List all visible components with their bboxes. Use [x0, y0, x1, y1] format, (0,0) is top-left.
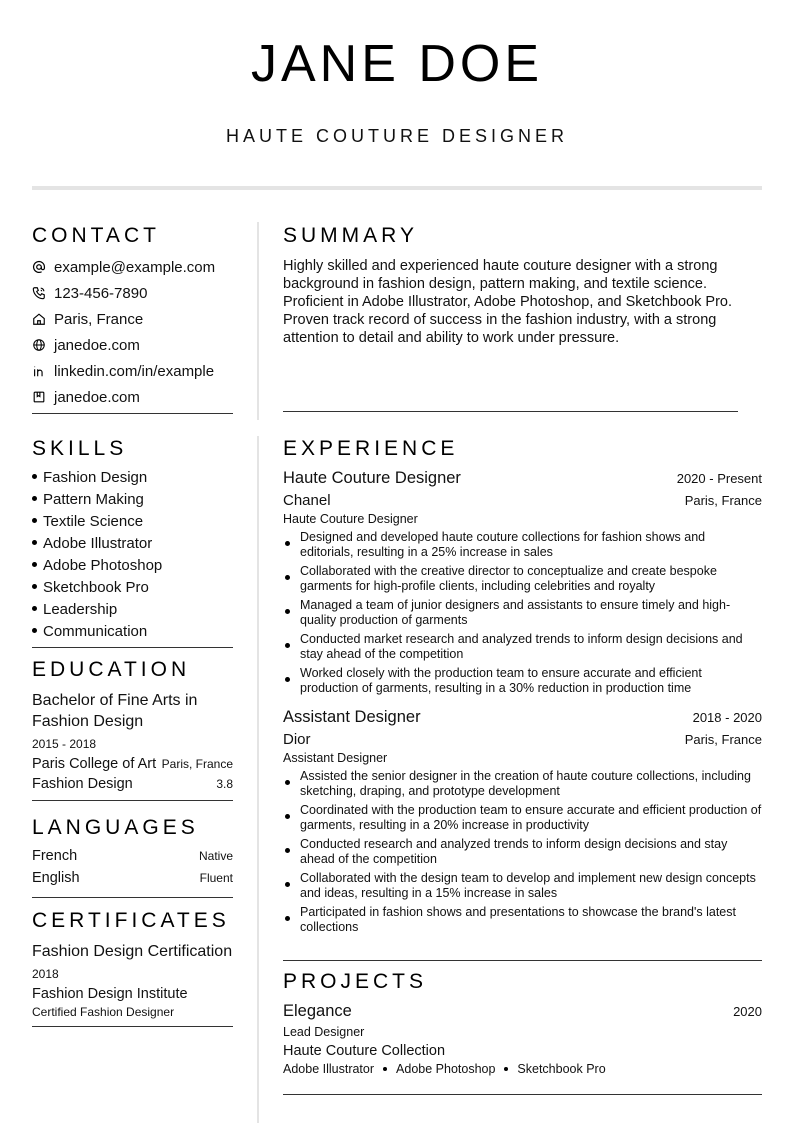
bullet-icon — [504, 1067, 508, 1071]
project-description: Haute Couture Collection — [283, 1043, 446, 1059]
job-bullet: Designed and developed haute couture collections for fashion shows and editorials, resulting in a 25% increase in sales — [283, 530, 762, 560]
globe-icon — [32, 338, 46, 352]
project-tool: Adobe Illustrator — [283, 1062, 375, 1076]
job-bullet: Collaborated with the design team to develop and implement new design concepts and ideas, resulting in a 15% increase in sales — [283, 871, 762, 901]
skill-item — [32, 577, 233, 599]
skill-label: Pattern Making — [43, 491, 144, 508]
skill-label: Communication — [43, 623, 148, 640]
language-level: Fluent — [199, 871, 233, 885]
job-title: Assistant Designer — [283, 708, 421, 726]
phone-icon — [32, 286, 46, 300]
project-tools — [283, 1062, 762, 1076]
bullet-icon — [383, 1067, 387, 1071]
section-divider — [32, 413, 233, 414]
section-title: SUMMARY — [283, 224, 418, 247]
section-divider — [32, 897, 233, 898]
skill-item — [32, 489, 233, 511]
skill-item — [32, 467, 233, 489]
job-bullet: Participated in fashion shows and presentations to showcase the brand's latest collections — [283, 905, 762, 935]
education-section — [32, 658, 233, 801]
degree-name: Bachelor of Fine Arts in Fashion Design — [32, 692, 198, 730]
section-title: CERTIFICATES — [32, 909, 230, 932]
school-name: Paris College of Art — [32, 756, 157, 772]
section-title: SKILLS — [32, 437, 128, 460]
job-location: Paris, France — [684, 732, 762, 747]
section-divider — [283, 960, 762, 961]
skill-label: Textile Science — [43, 513, 144, 530]
job-location: Paris, France — [684, 493, 762, 508]
section-title: EXPERIENCE — [283, 437, 459, 460]
skill-label: Adobe Photoshop — [43, 557, 163, 574]
job-bullets — [283, 530, 762, 696]
header-divider — [32, 186, 762, 190]
project-year: 2020 — [733, 1004, 762, 1019]
summary-section — [283, 224, 738, 347]
job-role: Assistant Designer — [283, 751, 388, 765]
language-name: French — [32, 848, 78, 864]
skill-label: Adobe Illustrator — [43, 535, 153, 552]
skills-section — [32, 437, 233, 648]
column-divider — [257, 222, 259, 420]
linkedin-icon — [32, 364, 46, 378]
section-title: PROJECTS — [283, 970, 428, 993]
contact-text: Paris, France — [54, 310, 144, 328]
skill-item — [32, 621, 233, 643]
contact-text: example@example.com — [54, 258, 216, 276]
skill-label: Fashion Design — [43, 469, 148, 486]
contact-website[interactable] — [32, 332, 233, 358]
certificates-section — [32, 909, 233, 1027]
skill-item — [32, 599, 233, 621]
candidate-title: HAUTE COUTURE DESIGNER — [225, 126, 569, 146]
language-level: Native — [198, 849, 233, 863]
section-divider — [283, 1094, 762, 1095]
job-bullet: Assisted the senior designer in the creation of haute couture collections, including sketching, draping, and prototype development — [283, 769, 762, 799]
contact-portfolio[interactable] — [32, 384, 233, 410]
job-bullet: Collaborated with the creative director to conceptualize and create bespoke garments for high-profile clients, including celebrities and royalty — [283, 564, 762, 594]
language-name: English — [32, 870, 80, 886]
job-entry — [283, 708, 762, 935]
job-bullets — [283, 769, 762, 935]
job-bullet: Worked closely with the production team to ensure accurate and efficient production of garments, resulting in a 30% reduction in production time — [283, 666, 762, 696]
contact-text: 123-456-7890 — [54, 284, 148, 302]
contact-phone[interactable] — [32, 280, 233, 306]
job-dates: 2020 - Present — [676, 471, 762, 486]
contact-text: linkedin.com/in/example — [54, 362, 215, 380]
language-item — [32, 848, 233, 870]
language-item — [32, 870, 233, 892]
bullet-icon — [32, 496, 37, 501]
summary-text: Highly skilled and experienced haute couture designer with a strong background in fashion design, pattern making, and textile science. Proficient in Adobe Illustrator, Adobe Photoshop, and Sketchbook Pro. Proven track record of success in the fashion industry, with a strong attention to detail and ability to work under pressure. — [283, 258, 732, 346]
job-bullet: Conducted research and analyzed trends to inform design decisions and stay ahead of the competition — [283, 837, 762, 867]
projects-section — [283, 970, 762, 1076]
section-title: LANGUAGES — [32, 816, 199, 839]
section-divider — [32, 1026, 233, 1027]
section-divider — [283, 411, 738, 412]
certificate-issuer: Fashion Design Institute — [32, 986, 188, 1002]
section-title: CONTACT — [32, 224, 160, 247]
bullet-icon — [32, 540, 37, 545]
project-tool: Adobe Photoshop — [396, 1062, 496, 1076]
column-divider — [257, 436, 259, 1123]
education-years: 2015 - 2018 — [32, 737, 97, 751]
skill-item — [32, 533, 233, 555]
section-divider — [32, 647, 233, 648]
certificate-detail: Certified Fashion Designer — [32, 1005, 175, 1019]
company-name: Dior — [283, 731, 311, 748]
job-title: Haute Couture Designer — [283, 469, 461, 487]
gpa-value: 3.8 — [216, 777, 233, 791]
bullet-icon — [32, 584, 37, 589]
skill-label: Leadership — [43, 601, 118, 618]
bullet-icon — [32, 518, 37, 523]
job-bullet: Conducted market research and analyzed trends to inform design decisions and stay ahead of the competition — [283, 632, 762, 662]
project-tool: Sketchbook Pro — [517, 1062, 606, 1076]
job-bullet: Managed a team of junior designers and assistants to ensure timely and high-quality production of garments — [283, 598, 762, 628]
project-role: Lead Designer — [283, 1025, 365, 1039]
bullet-icon — [32, 606, 37, 611]
home-icon — [32, 312, 46, 326]
contact-text: janedoe.com — [54, 336, 140, 354]
bullet-icon — [32, 474, 37, 479]
contact-text: janedoe.com — [54, 388, 140, 406]
skill-item — [32, 511, 233, 533]
bullet-icon — [32, 628, 37, 633]
section-title: EDUCATION — [32, 658, 191, 681]
job-dates: 2018 - 2020 — [692, 710, 762, 725]
project-name: Elegance — [283, 1002, 352, 1020]
portfolio-icon — [32, 390, 46, 404]
school-location: Paris, France — [161, 757, 233, 771]
job-entry — [283, 469, 762, 696]
certificate-year: 2018 — [32, 967, 59, 981]
company-name: Chanel — [283, 492, 331, 509]
section-divider — [32, 800, 233, 801]
contact-location — [32, 306, 233, 332]
at-icon — [32, 260, 46, 274]
field-of-study: Fashion Design — [32, 776, 133, 792]
job-role: Haute Couture Designer — [283, 512, 418, 526]
contact-linkedin[interactable] — [32, 358, 233, 384]
skill-item — [32, 555, 233, 577]
experience-section — [283, 437, 762, 939]
job-bullet: Coordinated with the production team to ensure accurate and efficient production of garments, resulting in a 20% increase in productivity — [283, 803, 762, 833]
bullet-icon — [32, 562, 37, 567]
skill-label: Sketchbook Pro — [43, 579, 149, 596]
contact-section — [32, 224, 233, 414]
languages-section — [32, 816, 233, 898]
candidate-name: JANE DOE — [250, 35, 544, 93]
contact-email[interactable] — [32, 254, 233, 280]
certificate-name: Fashion Design Certification — [32, 943, 233, 960]
